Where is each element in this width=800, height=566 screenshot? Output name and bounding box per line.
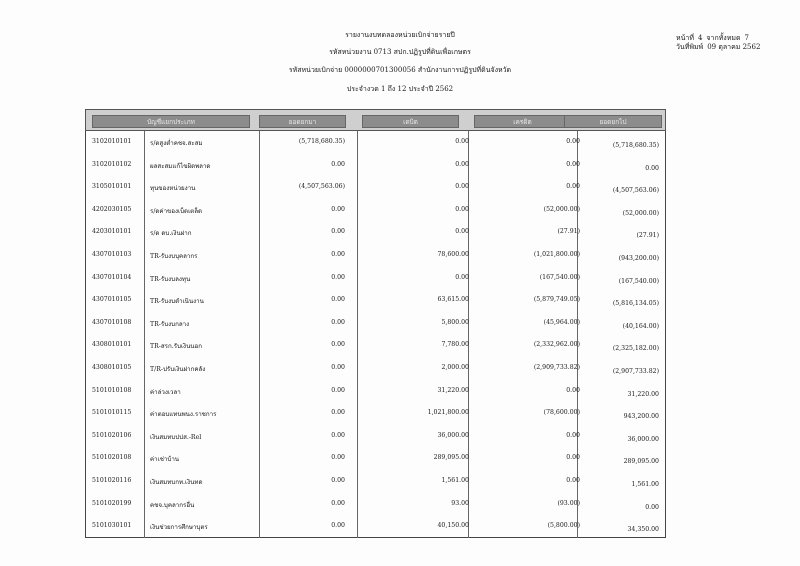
account-name: ค่าเช่าบ้าน (150, 456, 180, 464)
closing-balance: (4,507,563.06) (612, 187, 659, 195)
table-row (86, 334, 665, 357)
account-code: 4203010101 (92, 228, 132, 236)
debit-amount: 0.00 (455, 273, 469, 281)
table-row (86, 402, 665, 425)
debit-amount: 40,150.00 (437, 522, 469, 530)
credit-amount: (5,800.00) (547, 522, 580, 530)
closing-balance: (27.91) (636, 232, 659, 240)
table-row (86, 380, 665, 403)
credit-amount: 0.00 (566, 477, 580, 484)
account-name: ทุนของหน่วยงาน (150, 185, 196, 193)
credit-amount: (5,879,749.05) (533, 296, 580, 304)
debit-amount: 1,021,800.00 (427, 409, 469, 417)
credit-amount: (52,000.00) (543, 205, 580, 213)
account-name: ค่าล่วงเวลา (150, 388, 181, 396)
agency-code-line: รหัสหน่วยงาน 0713 สปก.ปฏิรูปที่ดินเพื่อเกษตร (329, 48, 471, 56)
opening-balance: 0.00 (331, 522, 345, 530)
account-name: เงินสมทบปปส.-Rel (150, 433, 202, 441)
credit-amount: (27.91) (557, 228, 580, 236)
opening-balance: 0.00 (331, 341, 345, 349)
closing-balance: (167,540.00) (618, 277, 659, 285)
account-code: 5101010108 (92, 386, 132, 394)
debit-amount: 0.00 (455, 138, 469, 145)
print-date-label: วันที่พิมพ์ (676, 43, 704, 51)
page-number: 4 (697, 34, 703, 42)
closing-balance: 34,350.00 (627, 526, 659, 534)
debit-amount: 7,780.00 (441, 341, 469, 349)
table-row (86, 493, 665, 516)
opening-balance: (5,718,680.35) (298, 138, 345, 145)
debit-amount: 5,800.00 (441, 318, 469, 326)
table-row (86, 199, 665, 222)
credit-amount: 0.00 (566, 431, 580, 439)
table-row (86, 154, 665, 177)
account-code: 5101010115 (92, 409, 132, 417)
opening-balance: 0.00 (331, 228, 345, 236)
print-date: 09 ตุลาคม 2562 (707, 43, 761, 51)
table-row (86, 221, 665, 244)
opening-balance: 0.00 (331, 205, 345, 213)
credit-amount: (93.00) (557, 499, 580, 507)
credit-amount: (1,021,800.00) (533, 251, 580, 258)
account-code: 4308010105 (92, 364, 132, 371)
debit-amount: 93.00 (451, 499, 469, 507)
credit-amount: 0.00 (566, 183, 580, 191)
opening-balance: 0.00 (331, 364, 345, 371)
credit-amount: (167,540.00) (539, 273, 580, 281)
debit-amount: 2,000.00 (441, 364, 469, 371)
account-name: ผลสะสมแก้ไขผิดพลาด (150, 162, 211, 170)
closing-balance: (2,325,182.00) (612, 345, 659, 353)
opening-balance: 0.00 (331, 431, 345, 439)
debit-amount: 36,000.00 (437, 431, 469, 439)
debit-amount: 63,615.00 (437, 296, 469, 304)
closing-balance: (2,907,733.82) (612, 368, 659, 375)
account-name: คชจ.บุคลากรอื่น (150, 501, 195, 509)
account-name: T/R-ปรับเงินฝากคลัง (150, 366, 206, 373)
account-code: 5101020108 (92, 454, 132, 462)
debit-amount: 0.00 (455, 183, 469, 191)
period-line: ประจำงวด 1 ถึง 12 ประจำปี 2562 (346, 85, 454, 93)
report-title: รายงานงบทดลองหน่วยเบิกจ่ายรายปี (345, 31, 455, 39)
account-name: ร/ดค่าของเบ็ดเตล็ด (150, 207, 203, 215)
account-name: ร/ดสูงต่ำคชจ.สะสม (150, 140, 203, 147)
account-name: TR-รับงบดำเนินงาน (150, 298, 204, 306)
table-row (86, 312, 665, 335)
account-code: 3105010101 (92, 183, 132, 191)
table-row (86, 176, 665, 199)
credit-amount: (2,332,962.00) (533, 341, 580, 349)
opening-balance: 0.00 (331, 409, 345, 417)
account-name: TR-รับงบลงทุน (150, 275, 191, 283)
account-name: ร/ด ดบ.เงินฝาก (150, 230, 192, 238)
account-code: 4308010101 (92, 341, 132, 349)
table-row (86, 515, 665, 538)
account-code: 4307010105 (92, 296, 132, 304)
closing-balance: (52,000.00) (622, 209, 659, 217)
opening-balance: (4,507,563.06) (298, 183, 345, 191)
total-pages: 7 (744, 34, 749, 42)
credit-amount: (78,600.00) (543, 409, 580, 417)
account-code: 4202030105 (92, 205, 132, 213)
debit-amount: 0.00 (455, 228, 469, 236)
closing-balance: (40,164.00) (622, 322, 659, 330)
credit-amount: (45,964.00) (543, 318, 580, 326)
debit-amount: 0.00 (455, 205, 469, 213)
debit-amount: 31,220.00 (437, 386, 469, 394)
table-row (86, 289, 665, 312)
account-code: 5101020116 (92, 477, 132, 484)
closing-balance: 943,200.00 (623, 413, 659, 421)
account-code: 3102010102 (92, 160, 132, 168)
table-row (86, 357, 665, 380)
account-code: 5101030101 (92, 522, 132, 530)
opening-balance: 0.00 (331, 318, 345, 326)
disbursing-unit-line: รหัสหน่วยเบิกจ่าย 0000000701300056 สำนักงานการปฏิรูปที่ดินจังหวัด (288, 66, 512, 74)
account-code: 5101020106 (92, 431, 132, 439)
table-body (85, 131, 666, 538)
closing-balance: 36,000.00 (627, 435, 659, 443)
closing-balance: (5,816,134.05) (612, 300, 659, 308)
table-row (86, 244, 665, 267)
credit-amount: 0.00 (566, 454, 580, 462)
account-code: 4307010108 (92, 318, 132, 326)
account-name: ค่าตอบแทนพนง.ราชการ (150, 411, 217, 419)
col-header-account: บัญชีแยกประเภท (92, 115, 250, 128)
col-header-opening: ยอดยกมา (259, 115, 346, 128)
account-name: เงินช่วยการศึกษาบุตร (150, 524, 208, 532)
opening-balance: 0.00 (331, 251, 345, 258)
closing-balance: (943,200.00) (618, 255, 659, 262)
table-row (86, 131, 665, 154)
table-row (86, 470, 665, 493)
closing-balance: 1,561.00 (631, 481, 659, 488)
closing-balance: 31,220.00 (627, 390, 659, 398)
opening-balance: 0.00 (331, 386, 345, 394)
debit-amount: 0.00 (455, 160, 469, 168)
table-row (86, 447, 665, 470)
account-name: TR-รับงบกลาง (150, 320, 190, 328)
opening-balance: 0.00 (331, 160, 345, 168)
debit-amount: 1,561.00 (441, 477, 469, 484)
account-code: 5101020199 (92, 499, 132, 507)
closing-balance: 0.00 (645, 164, 659, 172)
credit-amount: 0.00 (566, 160, 580, 168)
debit-amount: 289,095.00 (433, 454, 469, 462)
account-name: เงินสมทบกท.เงินทด (150, 479, 203, 486)
opening-balance: 0.00 (331, 454, 345, 462)
col-header-closing: ยอดยกไป (564, 115, 662, 128)
table-row (86, 267, 665, 290)
credit-amount: (2,909,733.82) (533, 364, 580, 371)
page-label: หน้าที่ (676, 34, 694, 42)
credit-amount: 0.00 (566, 386, 580, 394)
closing-balance: (5,718,680.35) (612, 142, 659, 149)
opening-balance: 0.00 (331, 499, 345, 507)
table-row (86, 425, 665, 448)
opening-balance: 0.00 (331, 273, 345, 281)
table-header (85, 109, 666, 131)
opening-balance: 0.00 (331, 296, 345, 304)
of-label: จากทั้งหมด (706, 34, 741, 42)
credit-amount: 0.00 (566, 138, 580, 145)
debit-amount: 78,600.00 (437, 251, 469, 258)
opening-balance: 0.00 (331, 477, 345, 484)
closing-balance: 289,095.00 (623, 458, 659, 466)
col-header-credit: เครดิต (474, 115, 571, 128)
account-code: 4307010104 (92, 273, 132, 281)
trial-balance-table (85, 109, 666, 538)
col-header-debit: เดบิต (362, 115, 459, 128)
closing-balance: 0.00 (645, 503, 659, 511)
account-code: 3102010101 (92, 138, 132, 145)
account-code: 4307010103 (92, 251, 132, 258)
account-name: TR-รับงบบุคลากร (150, 253, 198, 260)
page-info (676, 34, 760, 52)
account-name: TR-สรก.รับเงินนอก (150, 343, 202, 351)
